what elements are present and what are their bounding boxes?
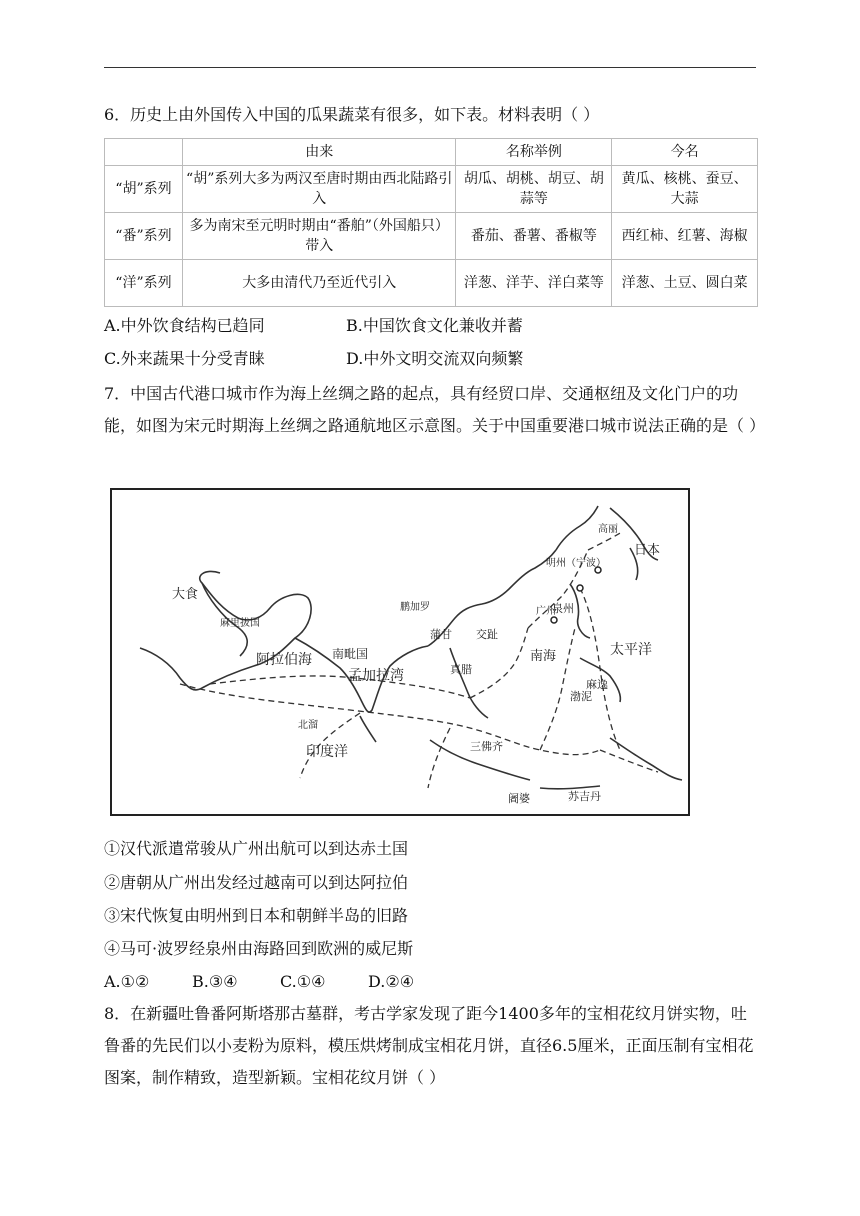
map-label-guangzhou: 广州: [536, 606, 556, 617]
map-label-zhenla: 真腊: [450, 663, 472, 676]
table-cell-series: “胡”系列: [105, 166, 183, 213]
header-rule: [104, 67, 756, 68]
question-6-stem: 6．历史上由外国传入中国的瓜果蔬菜有很多，如下表。材料表明（ ）: [104, 105, 600, 124]
map-label-yinduyang: 印度洋: [306, 744, 348, 760]
table-row: [105, 166, 758, 213]
table-cell-modern: 洋葱、土豆、圆白菜: [612, 260, 758, 307]
table-cell-origin: 大多由清代乃至近代引入: [182, 260, 456, 307]
map-svg: [110, 488, 690, 816]
map-label-molabati: 麻里拔国: [220, 618, 260, 629]
q6-option-c[interactable]: C.外来蔬果十分受青睐: [104, 349, 265, 368]
table-cell-examples: 胡瓜、胡桃、胡豆、胡蒜等: [456, 166, 612, 213]
question-8-stem: 8．在新疆吐鲁番阿斯塔那古墓群，考古学家发现了距今1400多年的宝相花纹月饼实物，吐鲁番的先民们以小麦粉为原料，模压烘烤制成宝相花月饼，直径6.5厘米，正面压制有宝相花图案，制作精致，造型新颖。宝相花纹月饼（ ）: [104, 1004, 754, 1087]
map-label-puganguo: 蒲甘: [430, 628, 452, 641]
map-label-jiaozhi: 交趾: [476, 628, 498, 641]
q6-option-b[interactable]: B.中国饮食文化兼收并蓄: [346, 316, 523, 335]
table-cell-series: “番”系列: [105, 213, 183, 260]
silk-road-map: [110, 488, 690, 816]
map-label-beiliu: 北溜: [298, 720, 318, 731]
map-frame: [111, 489, 689, 815]
q7-option-a[interactable]: A.①②: [104, 972, 150, 991]
question-7-stem: 7．中国古代港口城市作为海上丝绸之路的起点，具有经贸口岸、交通枢纽及文化门户的功能，如图为宋元时期海上丝绸之路通航地区示意图。关于中国重要港口城市说法正确的是（ ）: [104, 384, 766, 435]
map-label-sunda: 苏吉丹: [568, 790, 601, 803]
table-cell-origin: “胡”系列大多为两汉至唐时期由西北陆路引入: [182, 166, 456, 213]
table-cell-modern: 黄瓜、核桃、蚕豆、大蒜: [612, 166, 758, 213]
q7-statement-3: ③宋代恢复由明州到日本和朝鲜半岛的旧路: [104, 906, 409, 925]
map-label-mayi: 麻逸: [586, 678, 608, 691]
table-header-cell: 今名: [612, 139, 758, 166]
map-label-sanfoqi: 三佛齐: [470, 740, 503, 753]
table-cell-origin: 多为南宋至元明时期由“番舶”（外国船只）带入: [182, 213, 456, 260]
map-label-alabo: 阿拉伯海: [256, 652, 312, 668]
table-cell-modern: 西红柿、红薯、海椒: [612, 213, 758, 260]
q7-option-b[interactable]: B.③④: [192, 972, 238, 991]
map-label-mingzhou: 明州（宁波）: [546, 558, 606, 569]
q7-option-c[interactable]: C.①④: [280, 972, 326, 991]
q7-option-d[interactable]: D.②④: [368, 972, 415, 991]
table-cell-series: “洋”系列: [105, 260, 183, 307]
map-label-pengjialuo: 鹏加罗: [400, 602, 430, 613]
q7-statement-2: ②唐朝从广州出发经过越南可以到达阿拉伯: [104, 873, 409, 892]
table-header-cell: 名称举例: [456, 139, 612, 166]
map-label-nanpi: 南毗国: [332, 647, 369, 661]
q7-statement-4: ④马可·波罗经泉州由海路回到欧洲的威尼斯: [104, 939, 414, 958]
map-label-quanzhou: 泉州: [552, 602, 574, 615]
map-label-nanhai: 南海: [530, 649, 557, 664]
table-header-cell: [105, 139, 183, 166]
map-label-taipingyang: 太平洋: [610, 642, 652, 658]
q7-statement-1: ①汉代派遣常骏从广州出航可以到达赤土国: [104, 839, 409, 858]
table-cell-examples: 洋葱、洋芋、洋白菜等: [456, 260, 612, 307]
table-row: [105, 213, 758, 260]
table-row: [105, 260, 758, 307]
q6-option-d[interactable]: D.中外文明交流双向频繁: [346, 349, 524, 368]
map-label-mengjiala: 孟加拉湾: [348, 668, 404, 684]
map-label-riben: 日本: [634, 543, 661, 558]
map-label-shepo: 阇婆: [508, 792, 530, 805]
map-label-gaoli: 高丽: [598, 524, 618, 535]
produce-table: [104, 138, 758, 307]
map-label-boni: 渤泥: [570, 690, 592, 703]
q6-option-a[interactable]: A.中外饮食结构已趋同: [104, 316, 265, 335]
table-header-cell: 由来: [182, 139, 456, 166]
table-header-row: [105, 139, 758, 166]
map-label-dashi: 大食: [172, 587, 199, 602]
table-cell-examples: 番茄、番薯、番椒等: [456, 213, 612, 260]
